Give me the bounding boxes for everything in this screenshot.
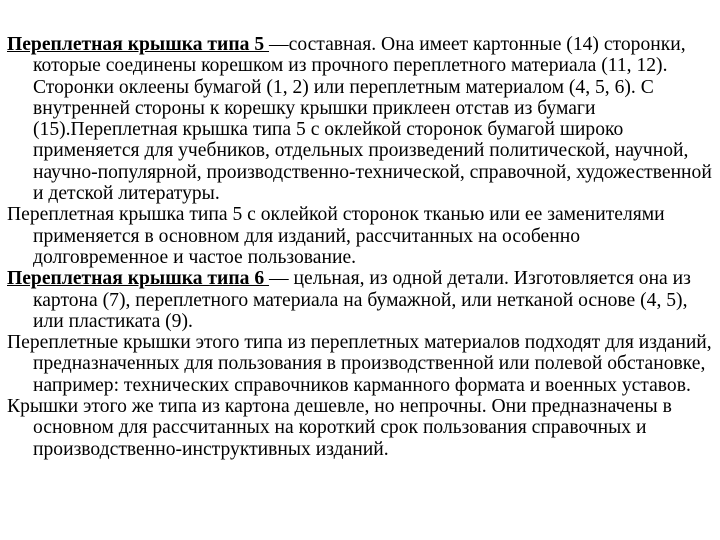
paragraph-text: Переплетная крышка типа 5 с оклейкой сторонок тканью или ее заменителями применяется в основном для изданий, рассчитанных на особенно долговременное и частое пользование. [7,204,665,268]
heading-cover-type-5: Переплетная крышка типа 5 [7,34,270,55]
paragraph-cloth-cover [7,204,713,268]
paragraph-cover-type-5 [7,34,713,204]
paragraph-cardboard-cover [7,396,713,460]
heading-cover-type-6: Переплетная крышка типа 6 [7,268,270,290]
paragraph-cover-type-6 [7,268,713,332]
paragraph-text: Крышки этого же типа из картона дешевле, но непрочны. Они предназначены в основном для рассчитанных на короткий срок пользования справочных и производственно-инструктивных изданий. [7,396,672,460]
paragraph-text: —составная. Она имеет картонные (14) сторонки, которые соединены корешком из прочного переплетного материала (11, 12). Сторонки оклеены бумагой (1, 2) или переплетным материалом (4, 5, 6). С внутренней стороны к корешку крышки приклеен отстав из бумаги (15).Переплетная крышка типа 5 с оклейкой сторонок бумагой широко применяется для учебников, отдельных произведений политической, научной, научно-популярной, производственно-технической, справочной, художественной и детской литературы. [33,34,712,205]
document-text [7,34,713,460]
paragraph-field-use [7,332,713,396]
paragraph-text: Переплетные крышки этого типа из переплетных материалов подходят для изданий, предназначенных для пользования в производственной или полевой обстановке, например: технических справочников карманного формата и военных уставов. [7,332,712,396]
paragraph-text: — цельная, из одной детали. Изготовляется она из картона (7), переплетного материала на бумажной, или нетканой основе (4, 5), или пластиката (9). [33,268,691,332]
